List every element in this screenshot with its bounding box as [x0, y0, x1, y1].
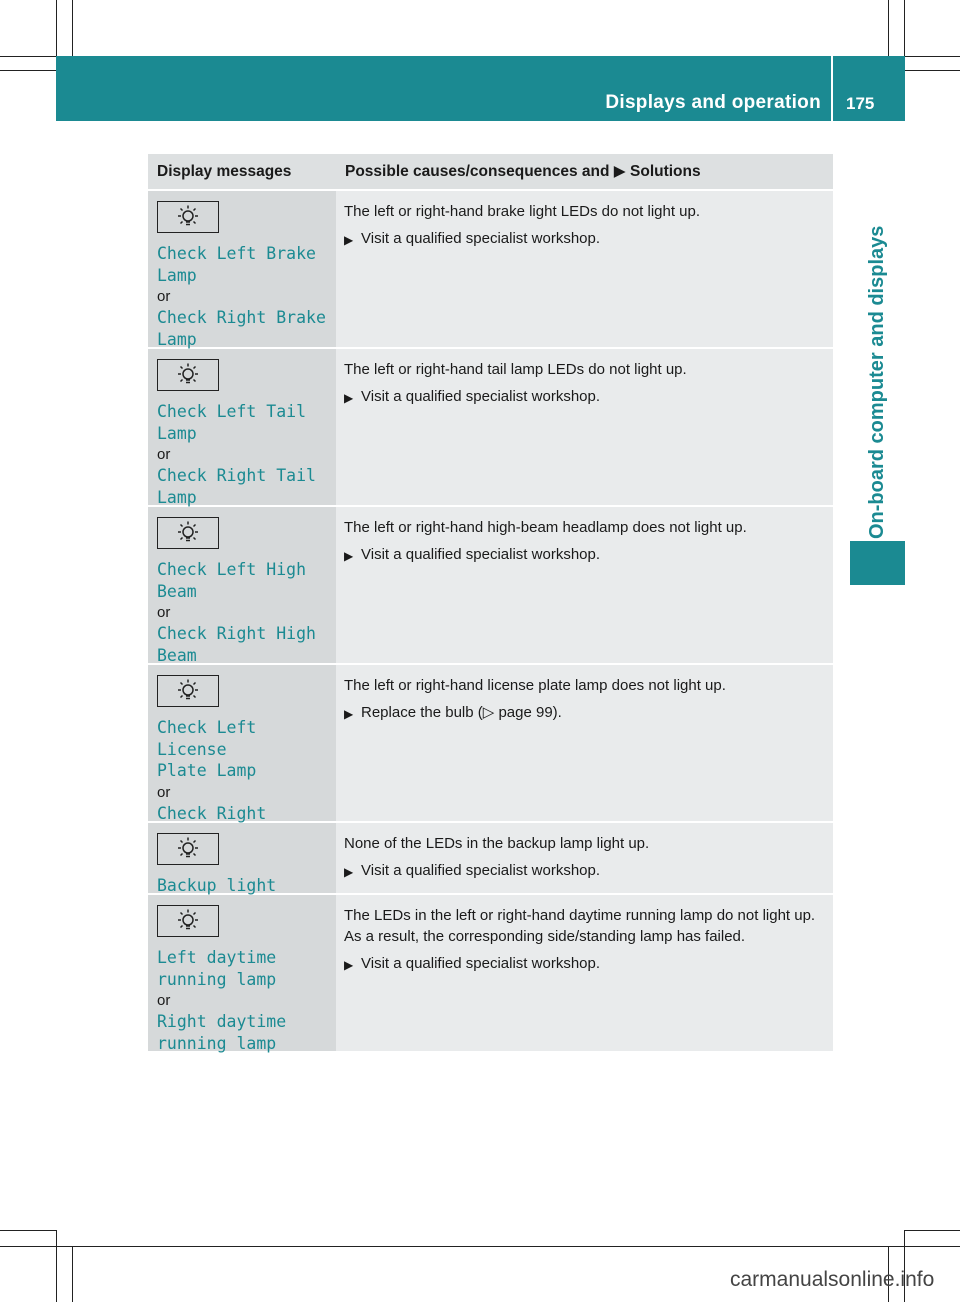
or-label: or	[157, 992, 171, 1009]
display-message: Check Left Brake Lamp	[157, 244, 316, 285]
light-bulb-icon	[157, 833, 219, 865]
message-cell	[148, 507, 336, 663]
step-arrow-icon: ▶	[344, 391, 354, 405]
solution-text: Visit a qualified specialist workshop.	[361, 388, 601, 405]
solution-cell	[336, 665, 833, 821]
display-message: Check Right	[157, 803, 267, 823]
step-arrow-icon: ▶	[344, 865, 354, 879]
message-cell	[148, 823, 336, 893]
cause-text: The left or right-hand tail lamp LEDs do not light up.	[344, 361, 687, 378]
section-title: Displays and operation	[605, 92, 821, 113]
table-row	[148, 505, 833, 663]
solution-cell	[336, 349, 833, 505]
display-message: Check Right Brake Lamp	[157, 308, 326, 349]
column-header-causes-solutions: Possible causes/consequences and ▶ Solutions	[345, 163, 701, 180]
solution-step	[344, 228, 821, 251]
or-label: or	[157, 446, 171, 463]
solution-text: Visit a qualified specialist workshop.	[361, 230, 601, 247]
solution-text: Visit a qualified specialist workshop.	[361, 862, 601, 879]
cause-text: The left or right-hand high-beam headlamp does not light up.	[344, 519, 747, 536]
crop-mark	[888, 0, 889, 56]
page-number: 175	[846, 94, 875, 113]
light-bulb-icon	[157, 201, 219, 233]
cause-text: The left or right-hand brake light LEDs do not light up.	[344, 203, 701, 220]
solution-step	[344, 702, 821, 725]
crop-mark	[0, 70, 56, 71]
page-header	[56, 56, 905, 121]
crop-mark	[0, 1246, 960, 1247]
display-message: Backup light	[157, 876, 277, 895]
crop-mark	[905, 70, 960, 71]
crop-mark	[72, 1246, 73, 1302]
cause-text: The LEDs in the left or right-hand daytime running lamp do not light up. As a result, the corresponding side/standing lamp has failed.	[344, 907, 816, 945]
display-messages-table	[148, 154, 833, 1051]
solution-text: Visit a qualified specialist workshop.	[361, 955, 601, 972]
light-bulb-icon	[157, 359, 219, 391]
display-message: Check Left High Beam	[157, 560, 307, 601]
display-message: Check Right High Beam	[157, 624, 316, 665]
header-divider	[831, 56, 833, 121]
display-message: Check Right Tail Lamp	[157, 466, 316, 507]
table-row	[148, 189, 833, 347]
display-message: Check Left License Plate Lamp	[157, 718, 257, 780]
column-header-display-messages: Display messages	[157, 163, 292, 180]
solution-cell	[336, 823, 833, 893]
table-row	[148, 347, 833, 505]
or-label: or	[157, 288, 171, 305]
display-message: Left daytime running lamp	[157, 948, 277, 989]
step-arrow-icon: ▶	[344, 707, 354, 721]
message-cell	[148, 895, 336, 1051]
table-row	[148, 893, 833, 1051]
display-message: Check Left Tail Lamp	[157, 402, 307, 443]
display-message: Right daytime running lamp	[157, 1012, 287, 1053]
or-label: or	[157, 604, 171, 621]
message-cell	[148, 349, 336, 505]
solution-text: Replace the bulb (▷ page 99).	[361, 704, 562, 721]
crop-mark	[56, 1230, 57, 1302]
cause-text: The left or right-hand license plate lamp does not light up.	[344, 677, 726, 694]
solution-step	[344, 953, 821, 976]
crop-mark	[905, 1230, 960, 1231]
solution-step	[344, 860, 821, 883]
step-arrow-icon: ▶	[344, 233, 354, 247]
chapter-tab-marker	[850, 541, 905, 585]
watermark: carmanualsonline.info	[730, 1268, 935, 1291]
chapter-tab	[850, 121, 905, 541]
light-bulb-icon	[157, 675, 219, 707]
light-bulb-icon	[157, 905, 219, 937]
table-header-row	[148, 154, 833, 189]
step-arrow-icon: ▶	[344, 958, 354, 972]
light-bulb-icon	[157, 517, 219, 549]
message-cell	[148, 191, 336, 347]
step-arrow-icon: ▶	[344, 549, 354, 563]
solution-cell	[336, 191, 833, 347]
or-label: or	[157, 783, 171, 801]
message-cell	[148, 665, 336, 821]
solution-cell	[336, 507, 833, 663]
chapter-tab-label: On-board computer and displays	[866, 225, 888, 539]
cause-text: None of the LEDs in the backup lamp light up.	[344, 835, 650, 852]
solution-step	[344, 544, 821, 567]
crop-mark	[0, 1230, 56, 1231]
table-row	[148, 821, 833, 893]
solution-text: Visit a qualified specialist workshop.	[361, 546, 601, 563]
solution-cell	[336, 895, 833, 1051]
crop-mark	[72, 0, 73, 56]
table-row	[148, 663, 833, 821]
solution-step	[344, 386, 821, 409]
